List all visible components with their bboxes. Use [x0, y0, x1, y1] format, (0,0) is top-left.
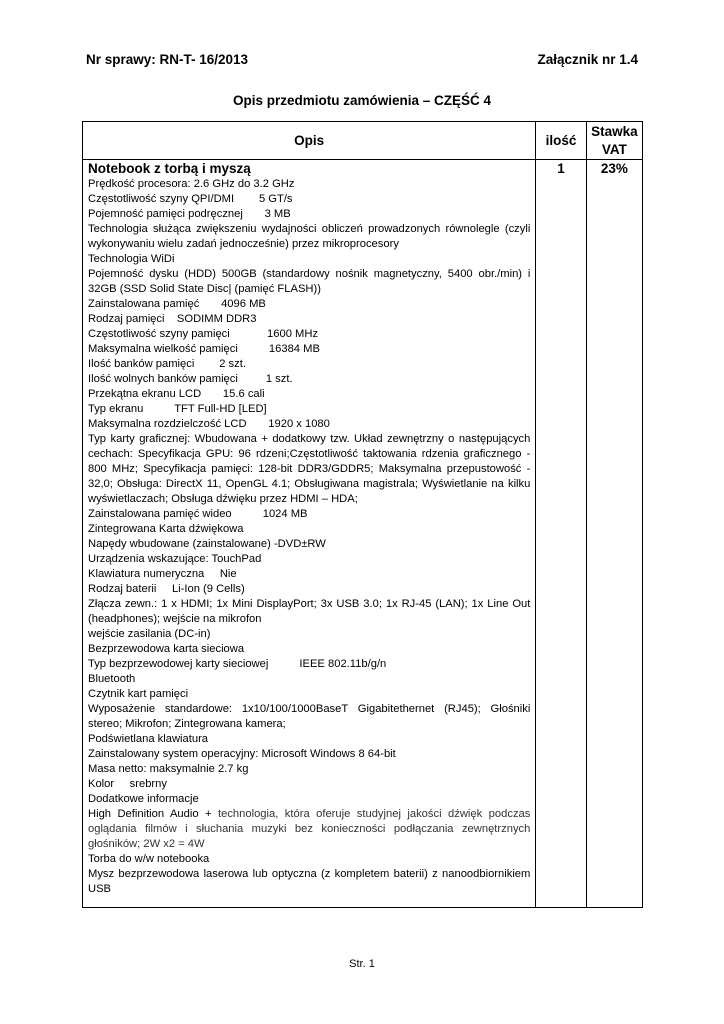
spec-line: Technologia służąca zwiększeniu wydajności obliczeń prowadzonych równolegle (czyli wykonywaniu wielu zadań jednocześnie) przez mikroprocesory	[88, 223, 531, 250]
spec-line: Zintegrowana Karta dźwiękowa	[88, 523, 244, 535]
spec-line: Dodatkowe informacje	[88, 793, 199, 805]
spec-line: Bluetooth	[88, 673, 136, 685]
spec-line: Kolor srebrny	[88, 778, 167, 790]
spec-line: Pojemność dysku (HDD) 500GB (standardowy nośnik magnetyczny, 5400 obr./min) i 32GB (SSD Solid State Disc| (pamięć FLASH))	[88, 268, 531, 295]
spec-line: Podświetlana klawiatura	[88, 733, 209, 745]
spec-line: Maksymalna rozdzielczość LCD 1920 x 1080	[88, 418, 330, 430]
spec-line: Częstotliwość szyny QPI/DMI 5 GT/s	[88, 193, 293, 205]
table-header-row	[83, 122, 643, 160]
product-description	[83, 160, 536, 908]
spec-line: Prędkość procesora: 2.6 GHz do 3.2 GHz	[88, 178, 295, 190]
col-header-vat-line2: VAT	[601, 141, 627, 157]
spec-line: Maksymalna wielkość pamięci 16384 MB	[88, 343, 320, 355]
spec-line: Bezprzewodowa karta sieciowa	[88, 643, 245, 655]
mouse-spec: Mysz bezprzewodowa laserowa lub optyczna (z kompletem baterii) z nanoodbiornikiem USB	[88, 868, 531, 895]
hd-audio-rest: technologia, która oferuje studyjnej jakości dźwięk podczas oglądania filmów i słuchania muzyki bez konieczności podłączania zewnętrznych głośników; 2W x2 = 4W	[88, 808, 531, 850]
spec-line: Typ ekranu TFT Full-HD [LED]	[88, 403, 267, 415]
spec-line: Wyposażenie standardowe: 1x10/100/1000BaseT Gigabitethernet (RJ45); Głośniki stereo; Mikrofon; Zintegrowana kamera;	[88, 703, 531, 730]
bag-spec: Torba do w/w notebooka	[88, 853, 210, 865]
col-header-vat-line1: Stawka	[591, 123, 638, 139]
spec-line: Klawiatura numeryczna Nie	[88, 568, 237, 580]
spec-list	[88, 177, 530, 807]
spec-line: Rodzaj baterii Li-Ion (9 Cells)	[88, 583, 245, 595]
page-number: Str. 1	[349, 958, 375, 970]
spec-line: Technologia WiDi	[88, 253, 175, 265]
spec-line: Częstotliwość szyny pamięci 1600 MHz	[88, 328, 319, 340]
hd-audio-spec	[88, 807, 530, 852]
spec-line: wejście zasilania (DC-in)	[88, 628, 211, 640]
col-header-vat	[586, 122, 642, 160]
quantity-value: 1	[536, 160, 586, 908]
col-header-desc: Opis	[83, 122, 536, 160]
spec-line: Ilość banków pamięci 2 szt.	[88, 358, 246, 370]
spec-line: Przekątna ekranu LCD 15.6 cali	[88, 388, 265, 400]
order-table	[82, 121, 643, 908]
annex-number: Załącznik nr 1.4	[537, 52, 638, 67]
spec-line: Masa netto: maksymalnie 2.7 kg	[88, 763, 249, 775]
spec-line: Typ karty graficznej: Wbudowana + dodatkowy tzw. Układ zewnętrzny o następujących cechach: Specyfikacja GPU: 96 rdzeni;Częstotliwość taktowania rdzenia graficznego - 800 MHz; Specyfikacja pamięci: 128-bit DDR3/GDDR5; Maksymalna przepustowość - 32,0; Obsługa: DirectX 11, OpenGL 4.1; Obsługiwana magistrala; Wyświetlanie na kilku wyświetlaczach; Obsługa dźwięku przez HDMI – HDA;	[88, 433, 531, 505]
product-title: Notebook z torbą i myszą	[88, 161, 251, 176]
spec-line: Zainstalowany system operacyjny: Microsoft Windows 8 64-bit	[88, 748, 396, 760]
spec-line: Zainstalowana pamięć 4096 MB	[88, 298, 266, 310]
col-header-qty: ilość	[536, 122, 586, 160]
page-title: Opis przedmiotu zamówienia – CZĘŚĆ 4	[232, 93, 492, 108]
spec-line: Pojemność pamięci podręcznej 3 MB	[88, 208, 291, 220]
spec-line: Czytnik kart pamięci	[88, 688, 189, 700]
spec-line: Napędy wbudowane (zainstalowane) -DVD±RW	[88, 538, 326, 550]
vat-value: 23%	[586, 160, 642, 908]
case-number: Nr sprawy: RN-T- 16/2013	[86, 52, 249, 67]
table-row	[83, 160, 643, 908]
spec-line: Ilość wolnych banków pamięci 1 szt.	[88, 373, 293, 385]
spec-line: Urządzenia wskazujące: TouchPad	[88, 553, 262, 565]
spec-line: Zainstalowana pamięć wideo 1024 MB	[88, 508, 308, 520]
hd-audio-lead: High Definition Audio +	[88, 808, 218, 820]
spec-line: Typ bezprzewodowej karty sieciowej IEEE 802.11b/g/n	[88, 658, 387, 670]
spec-line: Rodzaj pamięci SODIMM DDR3	[88, 313, 257, 325]
spec-line: Złącza zewn.: 1 x HDMI; 1x Mini DisplayPort; 3x USB 3.0; 1x RJ-45 (LAN); 1x Line Out (headphones); wejście na mikrofon	[88, 598, 531, 625]
